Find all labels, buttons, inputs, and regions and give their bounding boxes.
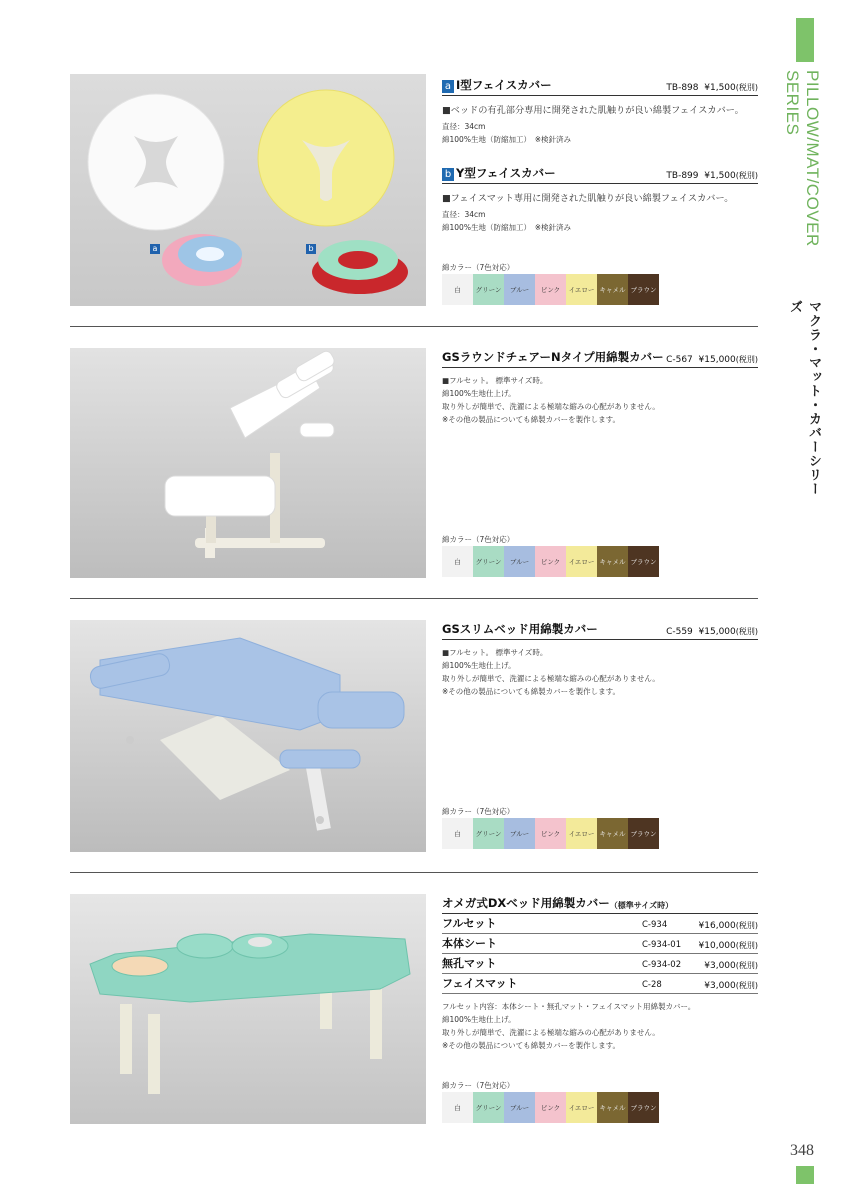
product-a-material: 綿100%生地（防縮加工） ※検針済み — [442, 135, 571, 144]
page-number: 348 — [790, 1142, 814, 1159]
product-b-code: TB-899 — [666, 171, 699, 181]
omega-desc-4: ※その他の製品についても綿製カバーを製作します。 — [442, 1041, 621, 1050]
color-swatch: ブルー — [504, 818, 535, 849]
section-divider-3 — [70, 872, 758, 873]
product-a-title: I型フェイスカバー — [456, 78, 552, 92]
omega-title: オメガ式DXベッド用綿製カバー — [442, 896, 610, 910]
product-b-material: 綿100%生地（防縮加工） ※検針済み — [442, 223, 571, 232]
slim-bed-title: GSスリムベッド用綿製カバー — [442, 622, 598, 636]
face-cover-photo — [70, 74, 426, 306]
product-b-code-price — [666, 170, 758, 181]
omega-subtitle: （標準サイズ時） — [609, 901, 674, 910]
section-divider-2 — [70, 598, 758, 599]
omega-item-price — [704, 960, 758, 971]
omega-desc-1: フルセット内容：本体シート・無孔マット・フェイスマット用綿製カバー。 — [442, 1002, 696, 1011]
product-a-code-price — [666, 82, 758, 93]
color-swatch: ブルー — [504, 546, 535, 577]
product-a-code: TB-898 — [666, 83, 699, 93]
product-b-letter: b — [442, 168, 454, 181]
color-swatch: ブラウン — [628, 1092, 659, 1123]
color-swatches-4 — [442, 1092, 659, 1123]
slim-bed-code-price — [666, 626, 758, 637]
side-accent-bar-top — [796, 18, 814, 62]
product-b-lead: ■フェイスマット専用に開発された肌触りが良い綿製フェイスカバー。 — [442, 193, 734, 204]
color-label-1: 綿カラー（7色対応） — [442, 263, 515, 272]
slim-bed-code: C-559 — [666, 627, 693, 637]
color-swatch: キャメル — [597, 546, 628, 577]
color-label-3: 綿カラー（7色対応） — [442, 807, 515, 816]
color-swatch: ピンク — [535, 818, 566, 849]
omega-item-code: C-28 — [642, 980, 662, 990]
product-b-tax: (税別) — [735, 171, 758, 180]
slim-bed-desc-1: ■フルセット。 標準サイズ時。 — [442, 648, 548, 657]
product-chair-info — [442, 348, 758, 426]
omega-item-tax: (税別) — [735, 941, 758, 950]
product-a-title-row — [442, 76, 758, 96]
product-a-info — [442, 76, 758, 146]
product-b-info — [442, 164, 758, 234]
chair-code-price — [666, 354, 758, 365]
color-swatch: イエロー — [566, 546, 597, 577]
product-a-letter: a — [442, 80, 454, 93]
omega-item-row-fullset — [442, 914, 758, 934]
color-swatch: グリーン — [473, 274, 504, 305]
omega-item-price-value: ¥10,000 — [698, 941, 736, 951]
chair-desc-4: ※その他の製品についても綿製カバーを製作します。 — [442, 415, 621, 424]
product-a-tax: (税別) — [735, 83, 758, 92]
omega-item-row-solid-mat — [442, 954, 758, 974]
color-swatch: ピンク — [535, 274, 566, 305]
product-b-price: ¥1,500 — [704, 171, 736, 181]
color-swatch: ブラウン — [628, 274, 659, 305]
image-tag-b: b — [306, 244, 316, 254]
color-swatch: ブルー — [504, 274, 535, 305]
omega-item-name: 本体シート — [442, 937, 497, 950]
color-swatch: ピンク — [535, 546, 566, 577]
color-swatch: ピンク — [535, 1092, 566, 1123]
omega-item-name: フルセット — [442, 917, 497, 930]
omega-item-price-value: ¥3,000 — [704, 981, 736, 991]
product-a-diameter: 直径：34cm — [442, 122, 486, 131]
color-swatch: グリーン — [473, 818, 504, 849]
omega-item-row-face-mat — [442, 974, 758, 994]
omega-bed-photo — [70, 894, 426, 1124]
omega-item-code: C-934-01 — [642, 940, 682, 950]
chair-desc-1: ■フルセット。 標準サイズ時。 — [442, 376, 548, 385]
omega-desc-3: 取り外しが簡単で、洗濯による極端な縮みの心配がありません。 — [442, 1028, 660, 1037]
color-swatch: 白 — [442, 274, 473, 305]
slim-bed-desc-3: 取り外しが簡単で、洗濯による極端な縮みの心配がありません。 — [442, 674, 660, 683]
omega-item-price — [699, 940, 758, 951]
slim-bed-tax: (税別) — [735, 627, 758, 636]
chair-code: C-567 — [666, 355, 693, 365]
product-a-price: ¥1,500 — [704, 83, 736, 93]
color-swatches-2 — [442, 546, 659, 577]
omega-item-price-value: ¥3,000 — [704, 961, 736, 971]
omega-item-tax: (税別) — [735, 981, 758, 990]
slim-bed-price: ¥15,000 — [698, 627, 736, 637]
section-divider-1 — [70, 326, 758, 327]
omega-item-tax: (税別) — [735, 921, 758, 930]
color-swatch: イエロー — [566, 1092, 597, 1123]
color-swatches-3 — [442, 818, 659, 849]
slim-bed-photo — [70, 620, 426, 852]
chair-desc-2: 綿100%生地仕上げ。 — [442, 389, 516, 398]
color-swatch: 白 — [442, 818, 473, 849]
product-b-title: Y型フェイスカバー — [456, 166, 556, 180]
omega-item-code: C-934 — [642, 920, 668, 930]
color-swatch: ブラウン — [628, 546, 659, 577]
color-swatch: キャメル — [597, 274, 628, 305]
slim-bed-title-row — [442, 620, 758, 640]
image-tag-a: a — [150, 244, 160, 254]
color-swatch: キャメル — [597, 818, 628, 849]
omega-item-price — [699, 920, 758, 931]
chair-tax: (税別) — [735, 355, 758, 364]
chair-price: ¥15,000 — [698, 355, 736, 365]
side-accent-bar-bottom — [796, 1166, 814, 1184]
color-swatches-1 — [442, 274, 659, 305]
omega-item-tax: (税別) — [735, 961, 758, 970]
color-swatch: イエロー — [566, 274, 597, 305]
slim-bed-desc-2: 綿100%生地仕上げ。 — [442, 661, 516, 670]
color-swatch: グリーン — [473, 546, 504, 577]
omega-desc-2: 綿100%生地仕上げ。 — [442, 1015, 516, 1024]
omega-item-code: C-934-02 — [642, 960, 682, 970]
product-slim-bed-info — [442, 620, 758, 698]
product-a-lead: ■ベッドの有孔部分専用に開発された肌触りが良い綿製フェイスカバー。 — [442, 105, 744, 116]
color-swatch: イエロー — [566, 818, 597, 849]
series-title-en: PILLOW/MAT/COVER SERIES — [783, 70, 822, 247]
omega-title-row — [442, 894, 758, 914]
omega-item-name: 無孔マット — [442, 957, 497, 970]
product-omega-bed-info — [442, 894, 758, 1052]
color-swatch: 白 — [442, 1092, 473, 1123]
chair-title: GSラウンドチェアーNタイプ用綿製カバー — [442, 350, 664, 364]
color-swatch: 白 — [442, 546, 473, 577]
omega-item-price-value: ¥16,000 — [698, 921, 736, 931]
color-swatch: グリーン — [473, 1092, 504, 1123]
series-title-jp: マクラ・マット・カバーシリーズ — [787, 300, 821, 496]
color-swatch: ブラウン — [628, 818, 659, 849]
product-b-diameter: 直径：34cm — [442, 210, 486, 219]
product-b-title-row — [442, 164, 758, 184]
slim-bed-desc-4: ※その他の製品についても綿製カバーを製作します。 — [442, 687, 621, 696]
omega-item-price — [704, 980, 758, 991]
omega-item-name: フェイスマット — [442, 977, 518, 990]
color-label-2: 綿カラー（7色対応） — [442, 535, 515, 544]
color-swatch: キャメル — [597, 1092, 628, 1123]
color-swatch: ブルー — [504, 1092, 535, 1123]
color-label-4: 綿カラー（7色対応） — [442, 1081, 515, 1090]
omega-item-row-body-sheet — [442, 934, 758, 954]
chair-desc-3: 取り外しが簡単で、洗濯による極端な縮みの心配がありません。 — [442, 402, 660, 411]
chair-title-row — [442, 348, 758, 368]
chair-photo — [70, 348, 426, 578]
